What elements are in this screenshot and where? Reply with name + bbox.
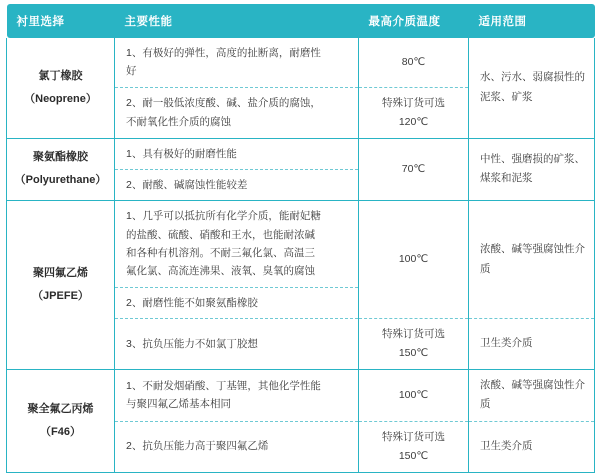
performance-cell: 2、耐磨性能不如聚氨酯橡胶 xyxy=(115,287,359,318)
max-temperature-cell: 70℃ xyxy=(359,138,469,201)
application-scope-cell: 中性、强磨损的矿浆、 煤浆和泥浆 xyxy=(469,138,595,201)
max-temperature-cell: 特殊订货可选 120℃ xyxy=(359,87,469,138)
max-temperature-cell: 100℃ xyxy=(359,369,469,421)
table-header xyxy=(7,4,595,38)
table-header-row xyxy=(7,4,595,38)
application-scope-cell: 水、污水、弱腐损性的 泥浆、矿浆 xyxy=(469,38,595,138)
column-header-max-temperature: 最高介质温度 xyxy=(359,4,469,38)
table-row xyxy=(7,369,595,421)
lining-name-cell: 聚全氟乙丙烯 （F46） xyxy=(7,369,115,472)
table-row xyxy=(7,138,595,169)
column-header-performance: 主要性能 xyxy=(115,4,359,38)
lining-selection-table xyxy=(6,4,595,473)
max-temperature-cell: 80℃ xyxy=(359,38,469,87)
performance-cell: 2、耐酸、碱腐蚀性能较差 xyxy=(115,169,359,200)
application-scope-cell: 卫生类介质 xyxy=(469,319,595,370)
max-temperature-cell: 特殊订货可选 150℃ xyxy=(359,421,469,472)
column-header-application-scope: 适用范围 xyxy=(469,4,595,38)
performance-cell: 1、几乎可以抵抗所有化学介质，能耐妃糖 的盐酸、硫酸、硝酸和王水，也能耐浓碱 和各种有机溶剂。不耐三氟化氯、高温三 氟化氯、高流连沸果、液氧、臭氧的腐蚀 xyxy=(115,201,359,288)
application-scope-cell: 卫生类介质 xyxy=(469,421,595,472)
application-scope-cell: 浓酸、碱等强腐蚀性介 质 xyxy=(469,201,595,319)
performance-cell: 2、耐一般低浓度酸、碱、盐介质的腐蚀， 不耐氧化性介质的腐蚀 xyxy=(115,87,359,138)
performance-cell: 1、具有极好的耐磨性能 xyxy=(115,138,359,169)
performance-cell: 1、不耐发烟硝酸、丁基锂，其他化学性能 与聚四氟乙烯基本相同 xyxy=(115,369,359,421)
lining-name-cell: 聚四氟乙烯 （JPEFE） xyxy=(7,201,115,370)
application-scope-cell: 浓酸、碱等强腐蚀性介 质 xyxy=(469,369,595,421)
performance-cell: 3、抗负压能力不如氯丁胶想 xyxy=(115,319,359,370)
performance-cell: 2、抗负压能力高于聚四氟乙烯 xyxy=(115,421,359,472)
column-header-lining: 衬里选择 xyxy=(7,4,115,38)
lining-name-cell: 聚氨酯橡胶 （Polyurethane） xyxy=(7,138,115,201)
max-temperature-cell: 100℃ xyxy=(359,201,469,319)
max-temperature-cell: 特殊订货可选 150℃ xyxy=(359,319,469,370)
table-row xyxy=(7,201,595,288)
table-body xyxy=(7,38,595,472)
performance-cell: 1、有极好的弹性，高度的扯断离，耐磨性 好 xyxy=(115,38,359,87)
table-row xyxy=(7,38,595,87)
lining-name-cell: 氯丁橡胶 （Neoprene） xyxy=(7,38,115,138)
